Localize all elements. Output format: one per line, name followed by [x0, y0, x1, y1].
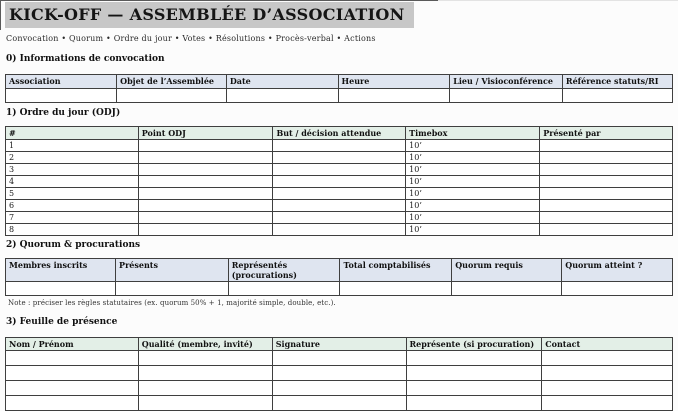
contact-field[interactable] [542, 351, 673, 366]
nom-field[interactable] [6, 366, 139, 381]
signature-field[interactable] [272, 396, 406, 411]
odj-row [6, 164, 673, 176]
but-field[interactable] [273, 164, 406, 176]
point-odj-field[interactable] [138, 188, 273, 200]
odj-num: 1 [6, 140, 139, 152]
point-odj-field[interactable] [138, 200, 273, 212]
odj-num: 6 [6, 200, 139, 212]
odj-num: 7 [6, 212, 139, 224]
column-header-but: But / décision attendue [273, 127, 406, 140]
association-field[interactable] [6, 89, 117, 103]
column-header-date: Date [226, 75, 338, 89]
presents-field[interactable] [116, 282, 229, 296]
but-field[interactable] [273, 224, 406, 236]
qualite-field[interactable] [138, 366, 272, 381]
point-odj-field[interactable] [138, 152, 273, 164]
column-header-nom-prenom: Nom / Prénom [6, 338, 139, 351]
objet-field[interactable] [117, 89, 227, 103]
window-edge-top [0, 0, 438, 1]
timebox-value[interactable]: 10’ [406, 188, 540, 200]
presente-par-field[interactable] [540, 200, 673, 212]
presence-row [6, 381, 673, 396]
nom-field[interactable] [6, 381, 139, 396]
document-title: KICK-OFF — ASSEMBLÉE D’ASSOCIATION [5, 2, 414, 28]
qualite-field[interactable] [138, 396, 272, 411]
column-header-point-odj: Point ODJ [138, 127, 273, 140]
column-header-timebox: Timebox [406, 127, 540, 140]
but-field[interactable] [273, 176, 406, 188]
nom-field[interactable] [6, 396, 139, 411]
odj-row [6, 140, 673, 152]
quorum-requis-field[interactable] [452, 282, 562, 296]
odj-num: 2 [6, 152, 139, 164]
odj-table [5, 126, 673, 236]
column-header-reference: Référence statuts/RI [562, 75, 672, 89]
presente-par-field[interactable] [540, 212, 673, 224]
table-header-row [6, 338, 673, 351]
column-header-signature: Signature [272, 338, 406, 351]
odj-row [6, 188, 673, 200]
reference-field[interactable] [562, 89, 672, 103]
odj-row [6, 212, 673, 224]
odj-row [6, 176, 673, 188]
qualite-field[interactable] [138, 381, 272, 396]
presente-par-field[interactable] [540, 224, 673, 236]
column-header-objet: Objet de l’Assemblée [117, 75, 227, 89]
signature-field[interactable] [272, 381, 406, 396]
section-heading-odj: 1) Ordre du jour (ODJ) [6, 108, 121, 118]
window-edge-top-faint [438, 0, 678, 1]
nom-field[interactable] [6, 351, 139, 366]
point-odj-field[interactable] [138, 212, 273, 224]
odj-row [6, 200, 673, 212]
heure-field[interactable] [338, 89, 450, 103]
timebox-value[interactable]: 10’ [406, 224, 540, 236]
presente-par-field[interactable] [540, 152, 673, 164]
odj-num: 8 [6, 224, 139, 236]
point-odj-field[interactable] [138, 176, 273, 188]
column-header-qualite: Qualité (membre, invité) [138, 338, 272, 351]
table-header-row [6, 259, 673, 282]
qualite-field[interactable] [138, 351, 272, 366]
but-field[interactable] [273, 188, 406, 200]
table-row [6, 89, 673, 103]
signature-field[interactable] [272, 366, 406, 381]
table-row [6, 282, 673, 296]
odj-row [6, 152, 673, 164]
represente-field[interactable] [406, 366, 542, 381]
odj-num: 4 [6, 176, 139, 188]
column-header-heure: Heure [338, 75, 450, 89]
represente-field[interactable] [406, 351, 542, 366]
presence-row [6, 351, 673, 366]
column-header-quorum-atteint: Quorum atteint ? [562, 259, 673, 282]
convocation-table [5, 74, 673, 103]
but-field[interactable] [273, 200, 406, 212]
quorum-note: Note : préciser les règles statutaires (ex. quorum 50% + 1, majorité simple, double, etc.). [8, 299, 336, 307]
presence-row [6, 366, 673, 381]
contact-field[interactable] [542, 366, 673, 381]
date-field[interactable] [226, 89, 338, 103]
column-header-representes: Représentés (procurations) [228, 259, 340, 282]
quorum-atteint-field[interactable] [562, 282, 673, 296]
document-subtitle: Convocation • Quorum • Ordre du jour • Votes • Résolutions • Procès-verbal • Actions [6, 34, 376, 43]
presente-par-field[interactable] [540, 188, 673, 200]
representes-field[interactable] [228, 282, 340, 296]
column-header-total: Total comptabilisés [340, 259, 452, 282]
timebox-value[interactable]: 10’ [406, 212, 540, 224]
but-field[interactable] [273, 212, 406, 224]
column-header-quorum-requis: Quorum requis [452, 259, 562, 282]
table-header-row [6, 127, 673, 140]
column-header-represente: Représente (si procuration) [406, 338, 542, 351]
column-header-num: # [6, 127, 139, 140]
represente-field[interactable] [406, 381, 542, 396]
table-header-row [6, 75, 673, 89]
odj-num: 5 [6, 188, 139, 200]
but-field[interactable] [273, 152, 406, 164]
odj-row [6, 224, 673, 236]
presente-par-field[interactable] [540, 140, 673, 152]
column-header-association: Association [6, 75, 117, 89]
window-edge-left [0, 0, 1, 30]
timebox-value[interactable]: 10’ [406, 140, 540, 152]
membres-inscrits-field[interactable] [6, 282, 116, 296]
but-field[interactable] [273, 140, 406, 152]
point-odj-field[interactable] [138, 140, 273, 152]
column-header-contact: Contact [542, 338, 673, 351]
quorum-table [5, 258, 673, 296]
timebox-value[interactable]: 10’ [406, 200, 540, 212]
lieu-field[interactable] [450, 89, 563, 103]
point-odj-field[interactable] [138, 224, 273, 236]
represente-field[interactable] [406, 396, 542, 411]
contact-field[interactable] [542, 381, 673, 396]
timebox-value[interactable]: 10’ [406, 164, 540, 176]
odj-num: 3 [6, 164, 139, 176]
column-header-presente-par: Présenté par [540, 127, 673, 140]
timebox-value[interactable]: 10’ [406, 176, 540, 188]
section-heading-presence: 3) Feuille de présence [6, 317, 118, 327]
point-odj-field[interactable] [138, 164, 273, 176]
signature-field[interactable] [272, 351, 406, 366]
column-header-lieu: Lieu / Visioconférence [450, 75, 563, 89]
contact-field[interactable] [542, 396, 673, 411]
presente-par-field[interactable] [540, 164, 673, 176]
section-heading-quorum: 2) Quorum & procurations [6, 240, 141, 250]
section-heading-convocation: 0) Informations de convocation [6, 54, 165, 64]
total-field[interactable] [340, 282, 452, 296]
presente-par-field[interactable] [540, 176, 673, 188]
presence-row [6, 396, 673, 411]
timebox-value[interactable]: 10’ [406, 152, 540, 164]
column-header-presents: Présents [116, 259, 229, 282]
column-header-membres-inscrits: Membres inscrits [6, 259, 116, 282]
